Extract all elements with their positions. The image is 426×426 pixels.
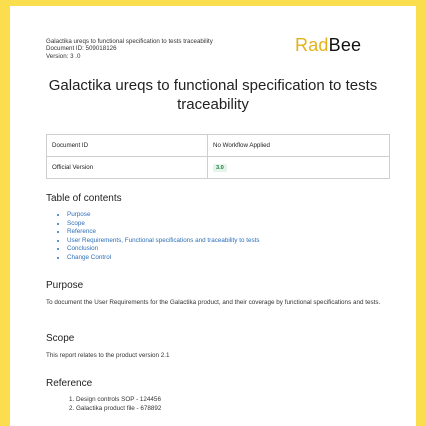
- table-cell-value: No Workflow Applied: [208, 135, 390, 157]
- scope-text: This report relates to the product version 2.1: [46, 352, 170, 359]
- table-cell-label: Official Version: [47, 157, 208, 179]
- page-title: Galactika ureqs to functional specification to tests traceability: [48, 77, 378, 113]
- toc-item: [67, 245, 260, 254]
- toc-link-purpose[interactable]: Purpose: [67, 211, 91, 218]
- radbee-logo: [295, 35, 361, 56]
- toc-item: [67, 228, 260, 237]
- version-badge: 3.0: [213, 164, 227, 172]
- reference-heading: Reference: [46, 378, 93, 389]
- top-accent-bar: [10, 0, 416, 6]
- toc-link-change-control[interactable]: Change Control: [67, 253, 112, 261]
- scope-heading: Scope: [46, 333, 75, 344]
- logo-bee: Bee: [328, 35, 362, 55]
- list-item: 2. Galactika product file - 678892: [76, 405, 161, 414]
- toc-item: [67, 237, 260, 246]
- toc-link-conclusion[interactable]: Conclusion: [67, 245, 99, 252]
- logo-rad: Rad: [295, 35, 329, 55]
- document-page: [10, 0, 416, 426]
- toc-item: [67, 254, 260, 263]
- toc-heading: Table of contents: [46, 193, 122, 204]
- document-info-table: [46, 134, 390, 179]
- meta-document-id: Document ID: 509018126: [46, 45, 117, 53]
- document-meta: [46, 38, 213, 60]
- purpose-text: To document the User Requirements for the Galactika product, and their coverage by functional specifications and tests.: [46, 299, 381, 306]
- purpose-heading: Purpose: [46, 280, 84, 291]
- meta-version: Version: 3 .0: [46, 52, 81, 60]
- table-cell-label: Document ID: [47, 135, 208, 157]
- meta-title: Galactika ureqs to functional specification to tests traceability: [46, 38, 213, 45]
- toc-link-scope[interactable]: Scope: [67, 219, 85, 227]
- reference-list: [66, 396, 161, 413]
- list-item: 1. Design controls SOP - 124456: [76, 396, 161, 405]
- table-of-contents: [58, 211, 260, 262]
- table-row: [47, 157, 390, 179]
- toc-link-user-requirements[interactable]: User Requirements, Functional specifications and traceability to tests: [67, 236, 260, 244]
- toc-item: [67, 211, 260, 220]
- table-cell-value: [208, 157, 390, 179]
- toc-item: [67, 220, 260, 229]
- table-row: [47, 135, 390, 157]
- toc-link-reference[interactable]: Reference: [67, 228, 97, 235]
